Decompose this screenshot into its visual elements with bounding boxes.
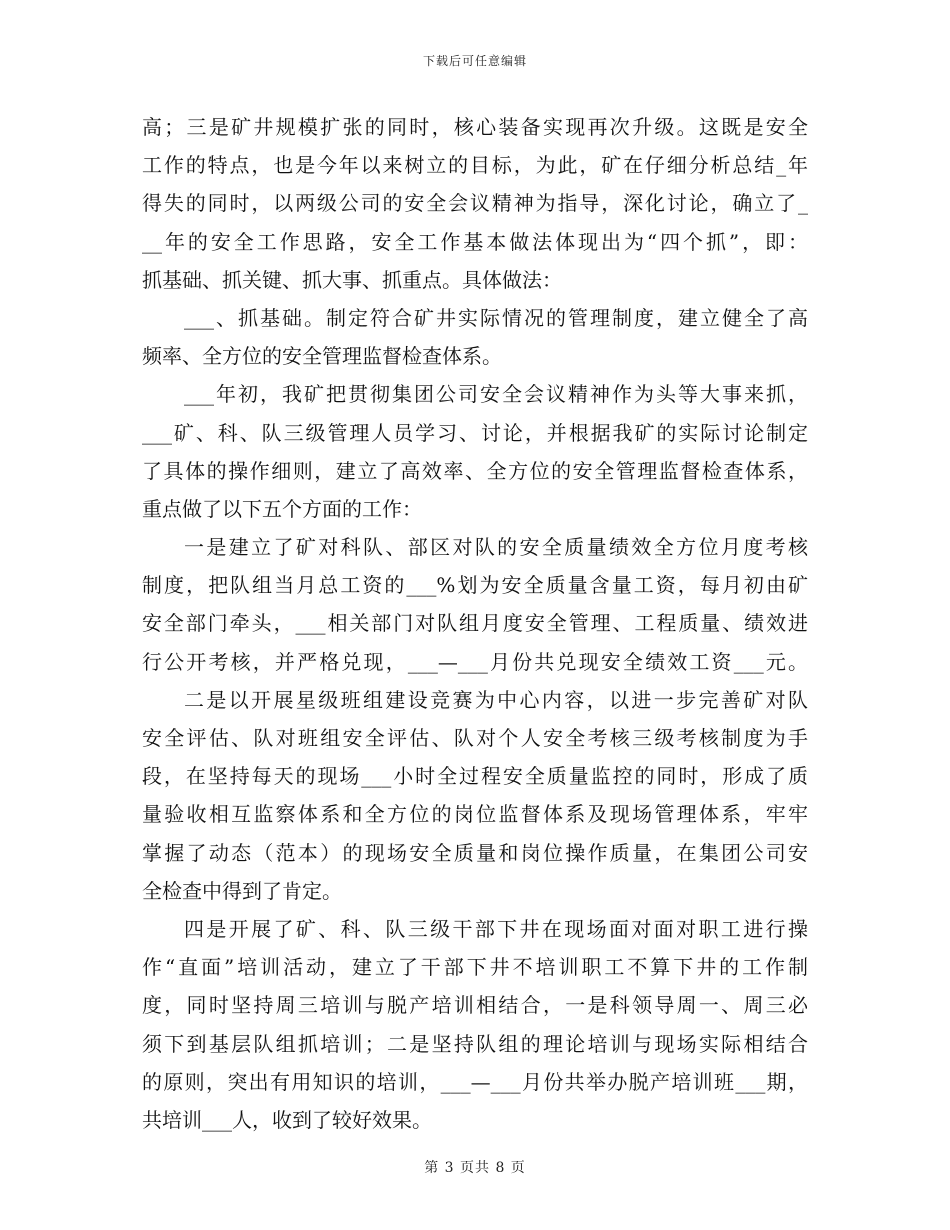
paragraph (142, 379, 808, 532)
paragraph (142, 685, 808, 914)
text-line: 作“直面”培训活动，建立了干部下井不培训职工不算下井的工作制 (142, 955, 808, 980)
paragraph (142, 532, 808, 685)
text-line: 须下到基层队组抓培训；二是坚持队组的理论培训与现场实际相结合 (142, 1031, 808, 1056)
text-line: 一是建立了矿对科队、部区对队的安全质量绩效全方位月度考核 (184, 535, 808, 560)
text-line: ___、抓基础。制定符合矿井实际情况的管理制度，建立健全了高 (184, 305, 808, 330)
text-line: 制度，把队组当月总工资的___%划为安全质量含量工资，每月初由矿 (142, 573, 808, 598)
text-line: 安全评估、队对班组安全评估、队对个人安全考核三级考核制度为手 (142, 726, 808, 750)
text-line: 工作的特点，也是今年以来树立的目标，为此，矿在仔细分析总结_年 (142, 153, 808, 178)
text-line: ___年初，我矿把贯彻集团公司安全会议精神作为头等大事来抓， (184, 382, 808, 407)
body-text (142, 112, 808, 1143)
page-header: 下载后可任意编辑 (422, 54, 527, 68)
text-line: __年的安全工作思路，安全工作基本做法体现出为“四个抓”，即： (142, 229, 808, 254)
paragraph (142, 914, 808, 1143)
text-line: ___矿、科、队三级管理人员学习、讨论，并根据我矿的实际讨论制定 (142, 420, 808, 445)
text-line: 段，在坚持每天的现场___小时全过程安全质量监控的同时，形成了质 (142, 764, 808, 789)
text-line: 全检查中得到了肯定。 (142, 878, 342, 903)
text-line: 的原则，突出有用知识的培训，___—___月份共举办脱产培训班___期， (142, 1069, 808, 1094)
text-line: 得失的同时，以两级公司的安全会议精神为指导，深化讨论，确立了_ (142, 191, 808, 216)
text-line: 掌握了动态（范本）的现场安全质量和岗位操作质量，在集团公司安 (142, 840, 808, 865)
paragraph (142, 112, 808, 303)
text-line: 度，同时坚持周三培训与脱产培训相结合，一是科领导周一、周三必 (142, 993, 808, 1018)
paragraph (142, 303, 808, 379)
page-number-footer: 第 3 页共 8 页 (424, 1160, 526, 1176)
text-line: 四是开展了矿、科、队三级干部下井在现场面对面对职工进行操 (184, 916, 808, 941)
text-line: 二是以开展星级班组建设竞赛为中心内容，以进一步完善矿对队 (184, 687, 808, 712)
text-line: 频率、全方位的安全管理监督检查体系。 (142, 344, 502, 369)
text-line: 重点做了以下五个方面的工作： (142, 496, 422, 521)
text-line: 高；三是矿井规模扩张的同时，核心装备实现再次升级。这既是安全 (142, 115, 808, 139)
text-line: 了具体的操作细则，建立了高效率、全方位的安全管理监督检查体系， (142, 458, 808, 483)
text-line: 抓基础、抓关键、抓大事、抓重点。具体做法： (142, 267, 562, 292)
text-line: 行公开考核，并严格兑现，___—___月份共兑现安全绩效工资___元。 (142, 649, 808, 674)
text-line: 共培训___人，收到了较好效果。 (142, 1107, 432, 1132)
text-line: 安全部门牵头，___相关部门对队组月度安全管理、工程质量、绩效进 (142, 611, 808, 636)
text-line: 量验收相互监察体系和全方位的岗位监督体系及现场管理体系，牢牢 (142, 802, 808, 827)
